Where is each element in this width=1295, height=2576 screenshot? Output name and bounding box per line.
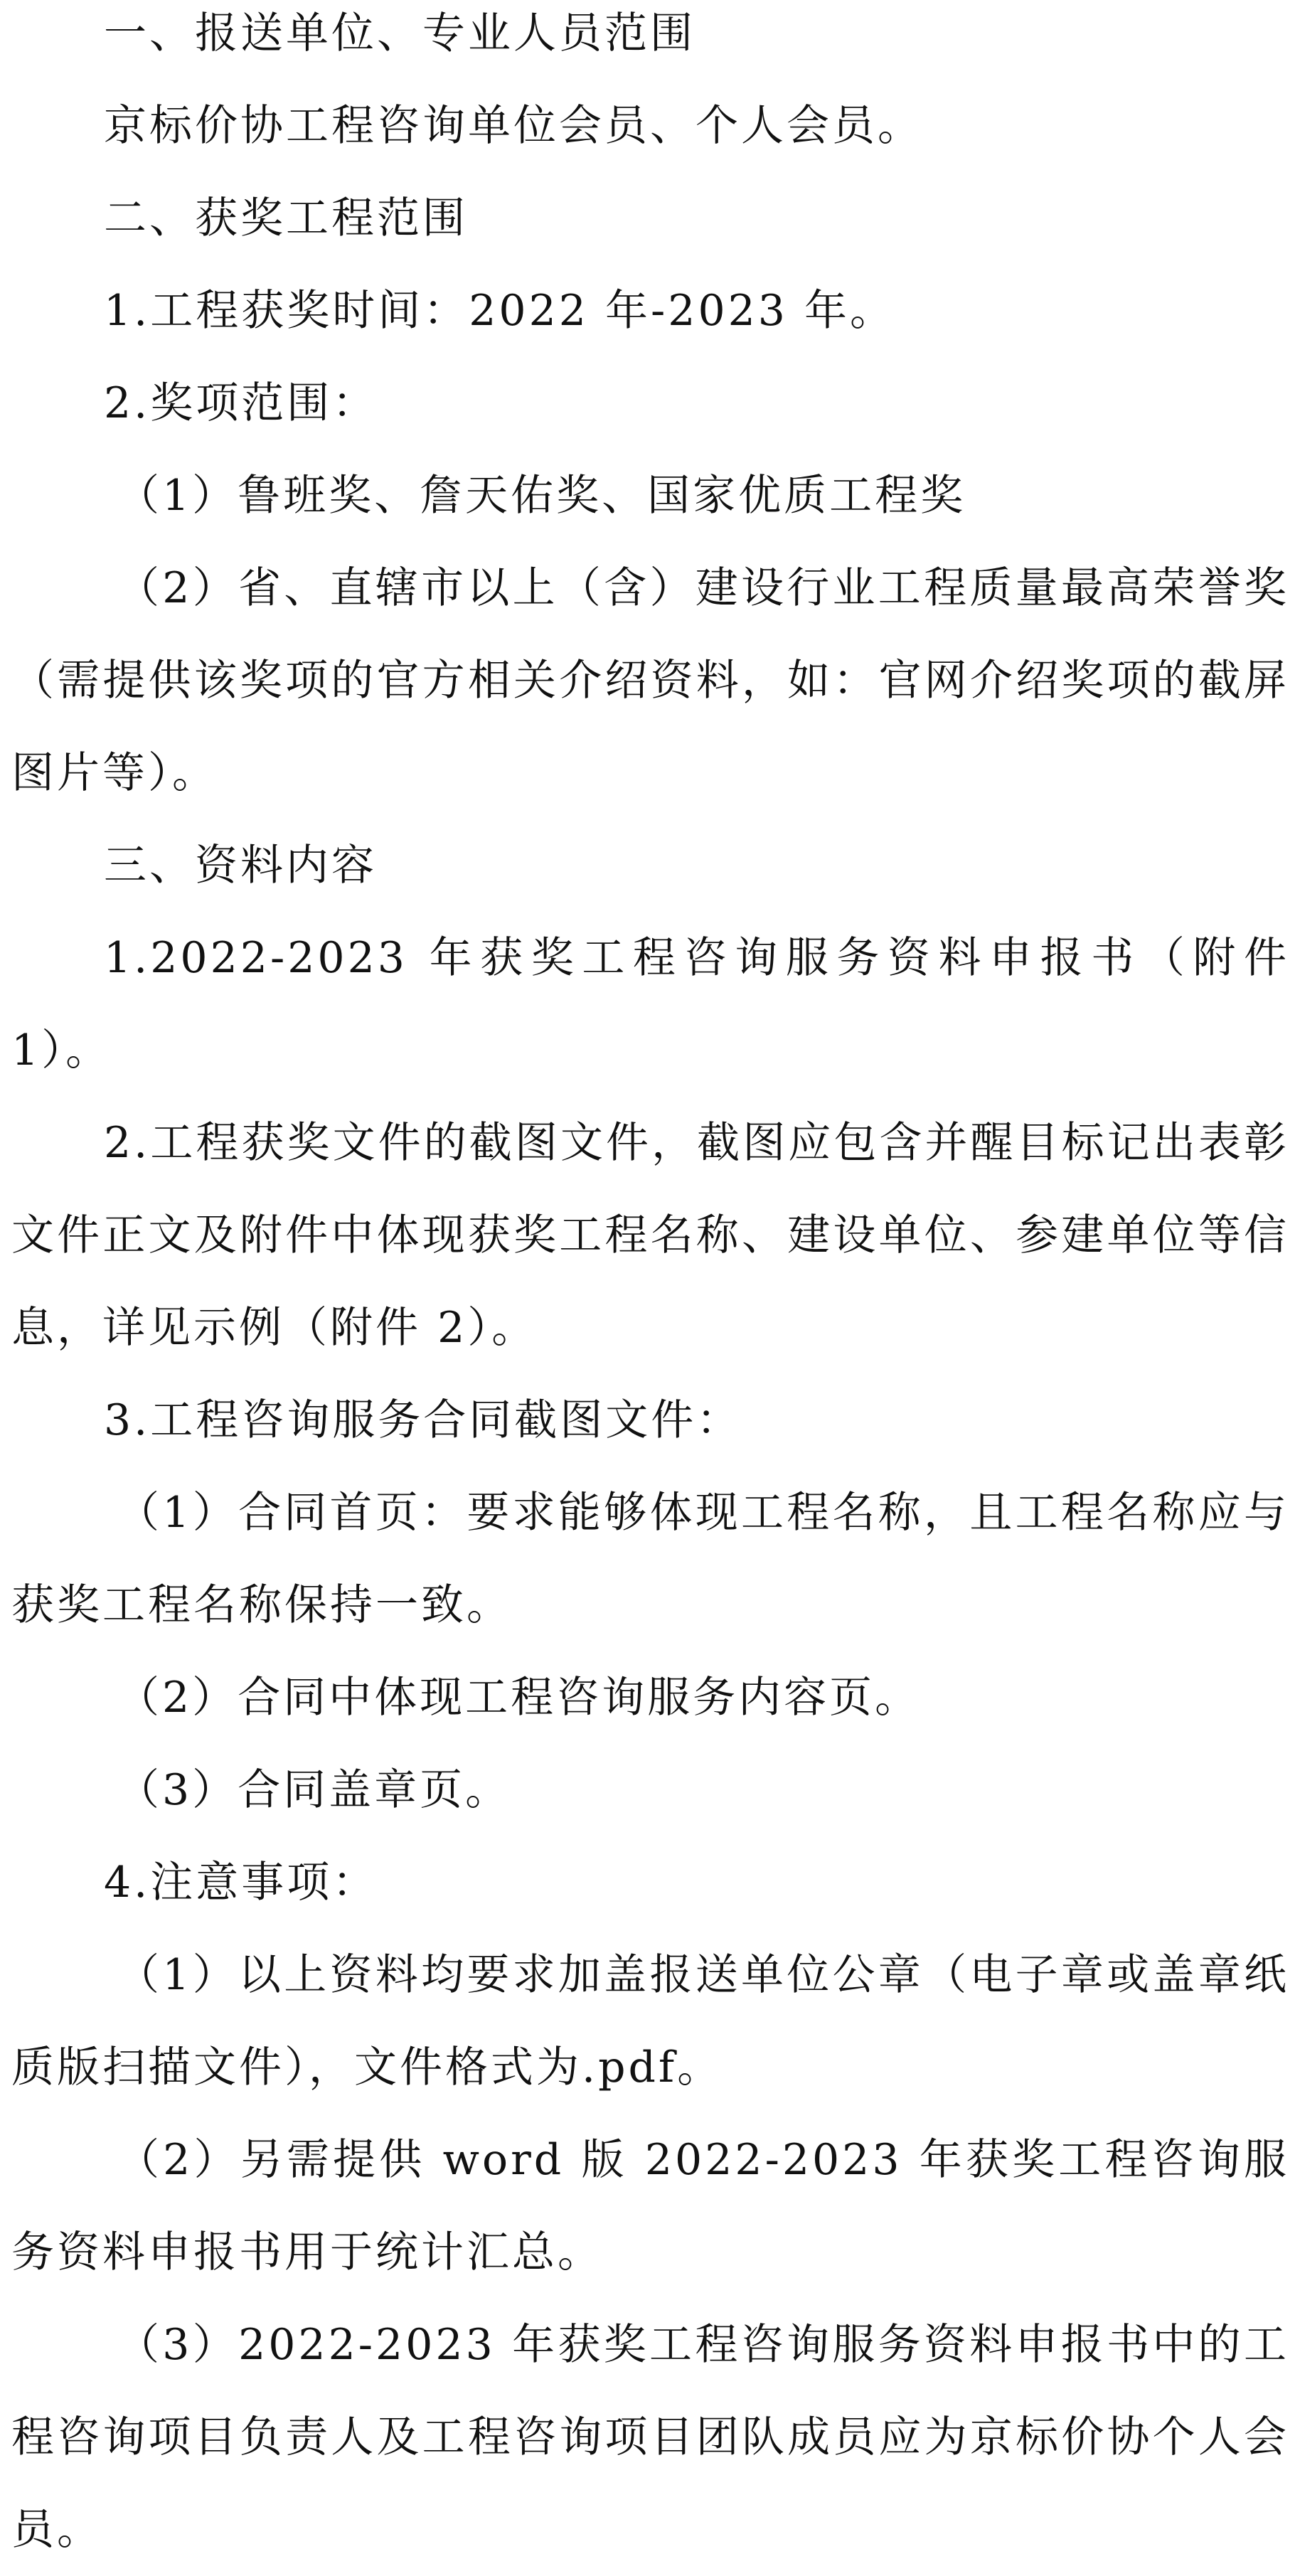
note-seal-requirement: （1）以上资料均要求加盖报送单位公章（电子章或盖章纸质版扫描文件），文件格式为.pdf。 xyxy=(11,1950,1289,2092)
item-award-time: 1.工程获奖时间：2022 年-2023 年。 xyxy=(104,286,896,336)
subitem-provincial-awards: （2）省、直辖市以上（含）建设行业工程质量最高荣誉奖（需提供该奖项的官方相关介绍资料，如：官网介绍奖项的截屏图片等）。 xyxy=(11,563,1289,798)
item-award-screenshot: 2.工程获奖文件的截图文件，截图应包含并醒目标记出表彰文件正文及附件中体现获奖工程名称、建设单位、参建单位等信息，详见示例（附件 2）。 xyxy=(11,1118,1289,1353)
item-contract-screenshot: 3.工程咨询服务合同截图文件： xyxy=(104,1395,742,1445)
section-heading-2: 二、获奖工程范围 xyxy=(104,193,468,243)
item-notes: 4.注意事项： xyxy=(104,1858,378,1907)
item-application-form: 1.2022-2023 年获奖工程咨询服务资料申报书（附件 1）。 xyxy=(11,933,1289,1075)
subitem-national-awards: （1）鲁班奖、詹天佑奖、国家优质工程奖 xyxy=(117,471,966,521)
subitem-contract-service-page: （2）合同中体现工程咨询服务内容页。 xyxy=(117,1673,921,1723)
paragraph-members: 京标价协工程咨询单位会员、个人会员。 xyxy=(104,101,923,151)
subitem-contract-first-page: （1）合同首页：要求能够体现工程名称，且工程名称应与获奖工程名称保持一致。 xyxy=(11,1488,1289,1630)
section-heading-1: 一、报送单位、专业人员范围 xyxy=(104,9,696,58)
item-award-scope: 2.奖项范围： xyxy=(104,378,378,428)
subitem-contract-seal-page: （3）合同盖章页。 xyxy=(117,1765,511,1815)
section-heading-3: 三、资料内容 xyxy=(104,841,377,890)
note-word-version: （2）另需提供 word 版 2022-2023 年获奖工程咨询服务资料申报书用于统计汇总。 xyxy=(11,2135,1289,2277)
note-team-members: （3）2022-2023 年获奖工程咨询服务资料申报书中的工程咨询项目负责人及工程咨询项目团队成员应为京标价协个人会员。 xyxy=(11,2320,1289,2555)
